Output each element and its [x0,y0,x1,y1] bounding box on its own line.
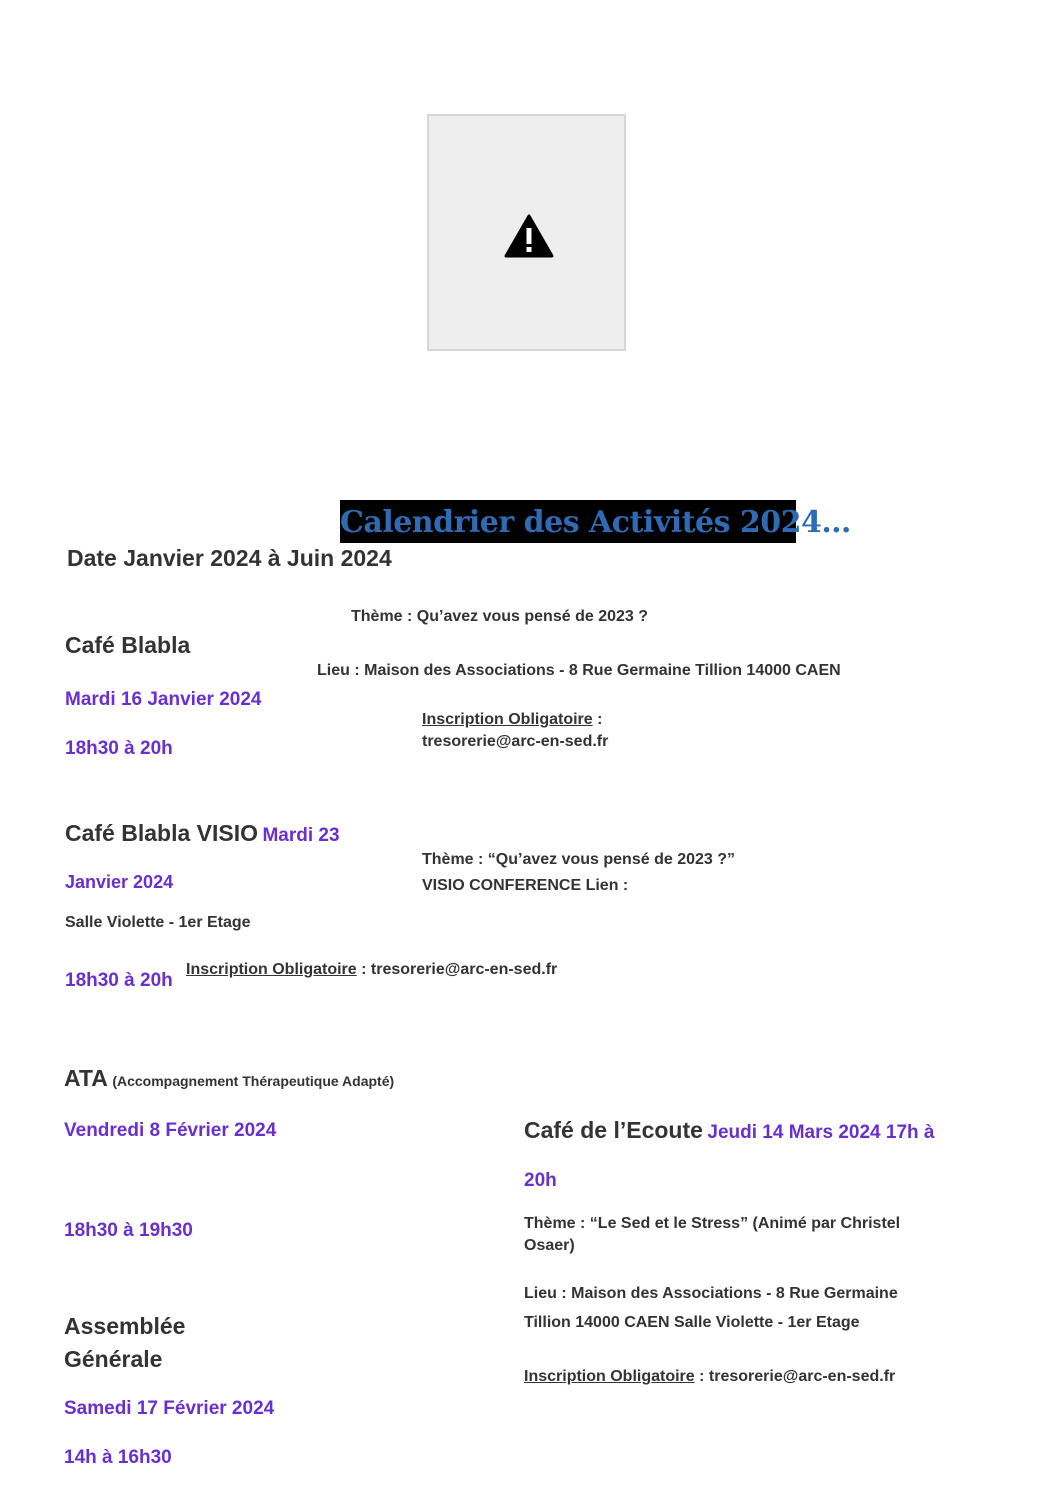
page-title: Calendrier des Activités 2024… [340,505,851,540]
event3-title: ATA [64,1065,108,1091]
event3-date: Vendredi 8 Février 2024 [64,1120,277,1141]
event2-date-part1: Mardi 23 [262,825,340,846]
event2-room: Salle Violette - 1er Etage [65,914,251,931]
event5-time: 14h à 16h30 [64,1447,172,1468]
event3-time: 18h30 à 19h30 [64,1220,193,1241]
inscription-separator: : [592,711,603,728]
event5-date: Samedi 17 Février 2024 [64,1398,275,1419]
event4-theme-line2: Osaer) [524,1237,575,1254]
event4-inscription [524,1368,895,1386]
broken-image-placeholder [427,114,626,351]
inscription-link[interactable]: Inscription Obligatoire [524,1368,695,1385]
event1-theme: Thème : Qu’avez vous pensé de 2023 ? [351,608,648,625]
event1-time: 18h30 à 20h [65,738,173,759]
event4-theme-line1: Thème : “Le Sed et le Stress” (Animé par Christel [524,1215,901,1232]
event2-title: Café Blabla VISIO [65,820,259,846]
event4-date-part1: Jeudi 14 Mars 2024 17h à [707,1122,935,1143]
event4-place-line1: Lieu : Maison des Associations - 8 Rue Germaine [524,1285,898,1302]
event5-title-line1: Assemblée [64,1313,186,1339]
inscription-email[interactable]: : tresorerie@arc-en-sed.fr [694,1368,896,1385]
event1-title: Café Blabla [65,632,191,658]
event2-heading [65,820,340,847]
event1-date: Mardi 16 Janvier 2024 [65,689,262,710]
inscription-link[interactable]: Inscription Obligatoire [186,961,357,978]
event2-theme: Thème : “Qu’avez vous pensé de 2023 ?” [422,851,735,868]
date-range: Date Janvier 2024 à Juin 2024 [67,545,392,571]
event4-date-part2: 20h [524,1170,557,1191]
event2-date-part2: Janvier 2024 [65,872,174,892]
event2-inscription [186,961,557,979]
event4-heading [524,1117,934,1144]
event2-visio: VISIO CONFERENCE Lien : [422,877,629,894]
inscription-email[interactable]: : tresorerie@arc-en-sed.fr [356,961,558,978]
event1-inscription [422,711,602,729]
event3-subtitle: (Accompagnement Thérapeutique Adapté) [112,1073,395,1089]
event4-place-line2: Tillion 14000 CAEN Salle Violette - 1er Etage [524,1314,860,1331]
event4-title: Café de l’Ecoute [524,1117,703,1143]
event1-email[interactable]: tresorerie@arc-en-sed.fr [422,733,609,750]
event5-title-line2: Générale [64,1346,163,1372]
inscription-link[interactable]: Inscription Obligatoire [422,711,593,728]
warning-icon [504,214,554,258]
event2-time: 18h30 à 20h [65,970,173,991]
event1-place: Lieu : Maison des Associations - 8 Rue Germaine Tillion 14000 CAEN [317,662,841,679]
event3-heading [64,1065,394,1092]
